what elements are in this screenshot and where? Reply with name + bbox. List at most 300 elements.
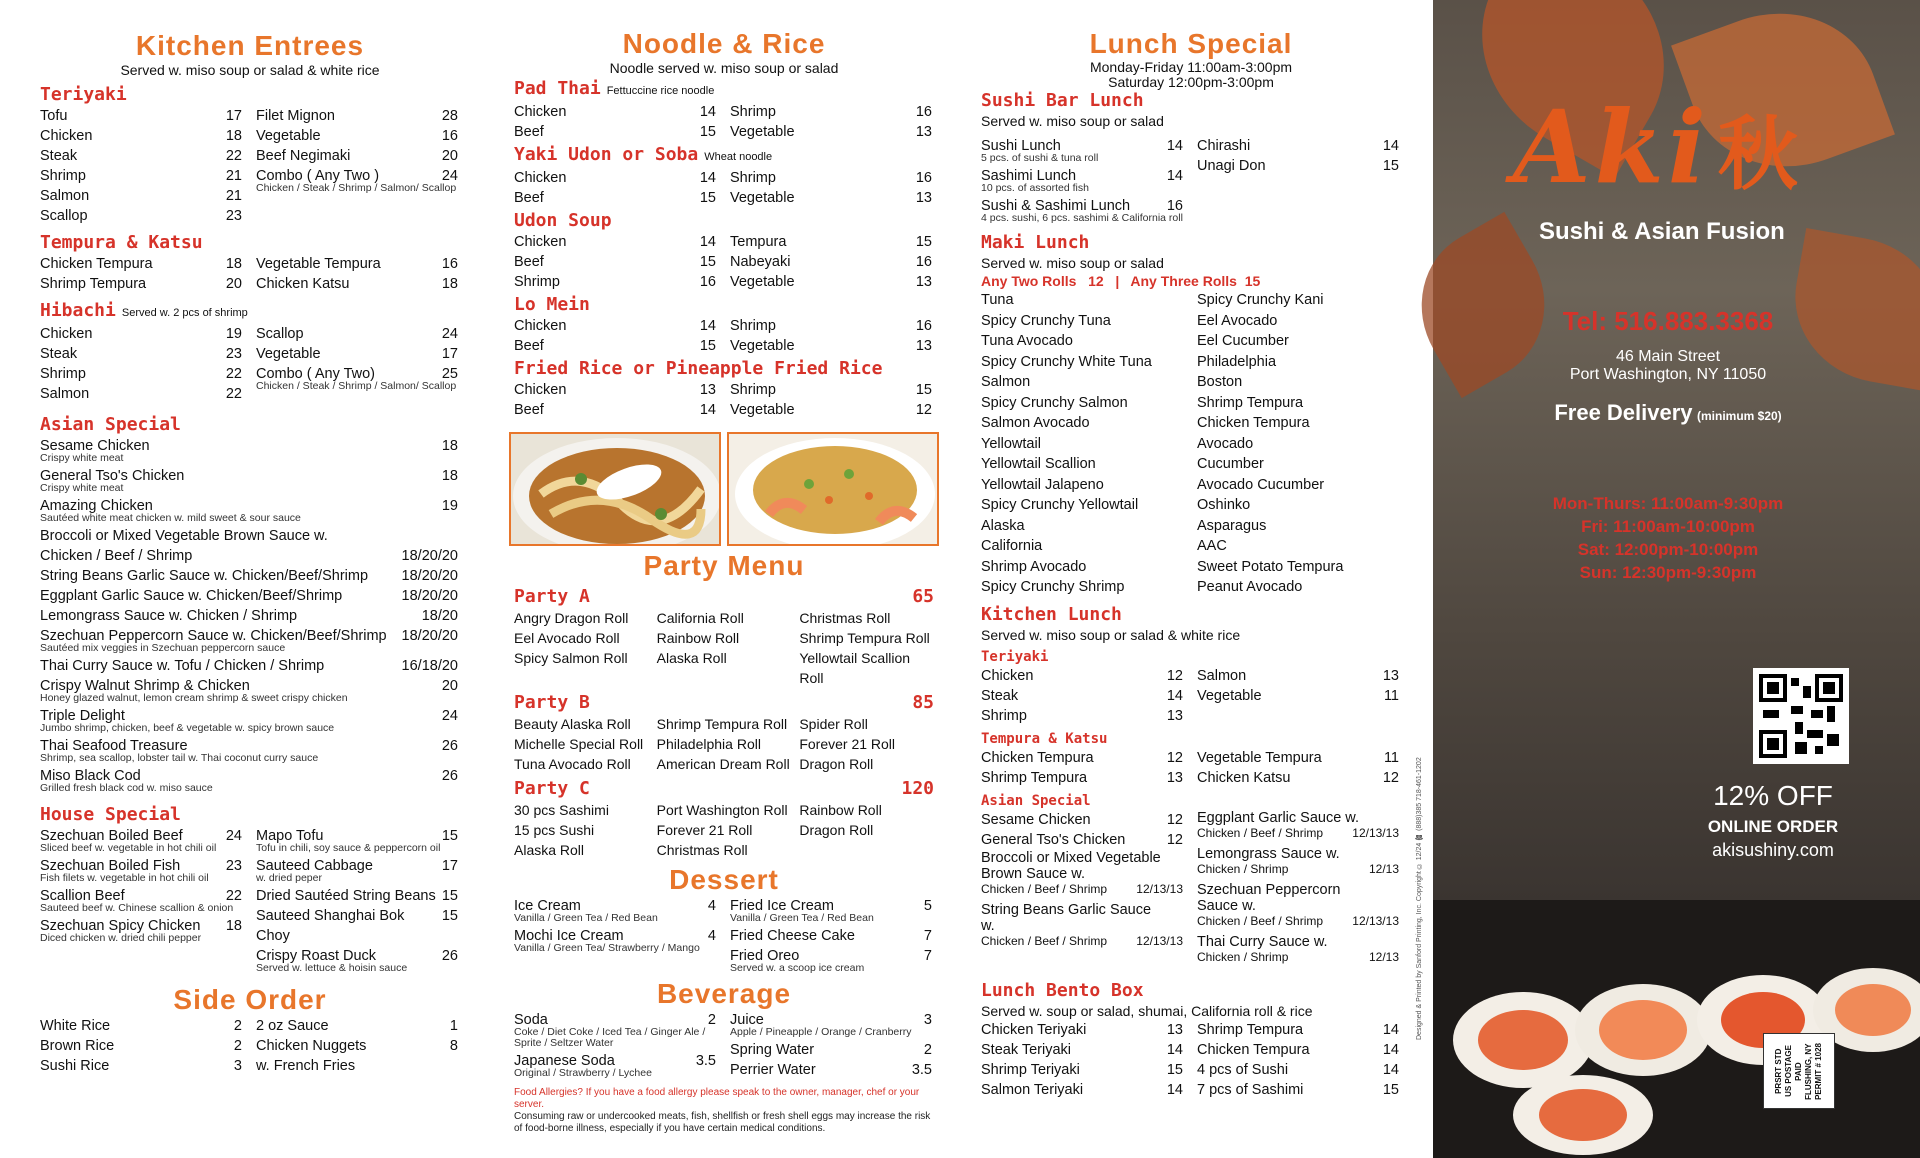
noodle-section-title: Pad Thai Fettuccine rice noodle (514, 78, 715, 99)
noodle-section-note: Wheat noodle (704, 151, 773, 163)
menu-item (1197, 810, 1401, 826)
house-special-title: House Special (40, 804, 181, 825)
fried-rice-photo (727, 432, 939, 546)
item-name: Unagi Don (1197, 158, 1266, 174)
maki-roll: Shrimp Tempura (1197, 394, 1304, 411)
menu-item (40, 766, 460, 794)
item-price: 12/13 (1368, 949, 1399, 964)
bento-note: Served w. soup or salad, shumai, California roll & rice (981, 1002, 1313, 1019)
item-name: Scallop (256, 326, 304, 342)
item-description: Original / Strawberry / Lychee (514, 1067, 652, 1079)
item-description: Apple / Pineapple / Orange / Cranberry (730, 1026, 912, 1038)
menu-item (1197, 862, 1401, 876)
menu-item (514, 102, 718, 122)
item-price: 24 (441, 168, 458, 184)
maki-roll: Yellowtail (981, 435, 1041, 452)
item-name: General Tso's Chicken (40, 468, 185, 484)
item-price: 28 (441, 108, 458, 124)
item-price: 16 (915, 170, 932, 186)
menu-item (514, 188, 718, 208)
maki-roll: Spicy Crunchy Yellowtail (981, 497, 1139, 513)
postage-text: PRSRT STD US POSTAGE PAID FLUSHING, NY PERMIT # 1028 (1774, 1042, 1823, 1100)
party-item: Shrimp Tempura Roll (656, 716, 788, 732)
sushi-bar-title: Sushi Bar Lunch (981, 90, 1144, 111)
menu-item (981, 706, 1185, 726)
menu-item (514, 252, 718, 272)
website-link[interactable]: akisushiny.com (1712, 840, 1834, 860)
hours-line: Sun: 12:30pm-9:30pm (1579, 563, 1757, 582)
party-item: California Roll (656, 610, 744, 626)
hibachi-note: Served w. 2 pcs of shrimp (121, 307, 248, 319)
menu-item (40, 146, 244, 166)
item-price (436, 526, 460, 546)
menu-item (981, 1020, 1185, 1040)
item-price (1377, 810, 1401, 826)
item-price: 3 (923, 1012, 932, 1028)
maki-roll: Yellowtail Scallion (981, 456, 1096, 472)
menu-item (256, 886, 460, 906)
menu-item (981, 666, 1185, 686)
maki-title: Maki Lunch (981, 232, 1090, 253)
party-name: Party A (514, 586, 590, 607)
item-name: Shrimp (730, 104, 776, 120)
item-name: String Beans Garlic Sauce w. (981, 901, 1152, 934)
item-name: Shrimp (730, 318, 776, 334)
item-price: 16 (441, 256, 458, 272)
item-name: Miso Black Cod (40, 768, 141, 784)
menu-item (40, 1056, 244, 1076)
menu-item (40, 186, 244, 206)
party-item: Dragon Roll (799, 822, 874, 838)
item-price: 16 (441, 128, 458, 144)
item-name: Sushi Rice (40, 1058, 110, 1074)
item-name: Sauteed Shanghai Bok Choy (256, 908, 405, 944)
menu-item (1197, 826, 1401, 840)
item-price: 14 (1382, 1021, 1399, 1038)
item-price: 17 (225, 108, 242, 124)
asian-special-title: Asian Special (40, 414, 181, 435)
item-name: Vegetable (730, 124, 795, 140)
item-price: 13 (915, 124, 932, 140)
maki-roll: Cucumber (1197, 456, 1264, 472)
item-price: 16 (915, 318, 932, 334)
item-name: Nabeyaki (730, 254, 791, 270)
maki-roll: Boston (1197, 374, 1243, 390)
item-description: 5 pcs. of sushi & tuna roll (981, 152, 1099, 164)
item-name: Beef (514, 124, 544, 140)
item-name: Chicken (981, 667, 1034, 684)
menu-item (730, 232, 934, 252)
menu-item (256, 126, 460, 146)
item-price: 23 (225, 208, 242, 224)
item-description: Chicken / Steak / Shrimp / Salmon/ Scallop (256, 380, 457, 392)
item-price: 14 (1382, 1041, 1399, 1058)
menu-item (256, 166, 460, 194)
menu-item (40, 856, 244, 884)
item-name: Chicken / Beef / Shrimp (981, 881, 1108, 896)
maki-roll: Salmon (981, 374, 1031, 390)
item-name: 4 pcs of Sushi (1197, 1061, 1289, 1078)
menu-item (40, 546, 460, 566)
menu-item (730, 926, 934, 946)
noodle-section-title: Fried Rice or Pineapple Fried Rice (514, 358, 883, 379)
hours-line: Fri: 11:00am-10:00pm (1581, 517, 1755, 536)
menu-item (981, 1040, 1185, 1060)
menu-item (40, 566, 460, 586)
menu-item (514, 232, 718, 252)
menu-item (730, 316, 934, 336)
maki-roll: California (981, 538, 1043, 554)
hibachi-title (40, 300, 460, 324)
item-price: 15 (699, 338, 716, 354)
item-price: 4 (707, 928, 716, 944)
menu-item (981, 686, 1185, 706)
menu-item (730, 102, 934, 122)
item-price: 19 (441, 498, 458, 514)
item-price: 18 (225, 256, 242, 272)
hibachi-title-text: Hibachi (40, 300, 116, 321)
menu-item (40, 736, 460, 764)
menu-item (256, 946, 460, 974)
qr-code[interactable] (1753, 668, 1849, 764)
item-price: 1 (449, 1018, 458, 1034)
item-name: Sashimi Lunch (981, 168, 1077, 184)
item-price: 18 (441, 276, 458, 292)
item-name: Shrimp (40, 366, 86, 382)
item-price: 22 (225, 888, 242, 904)
item-description: Sautéed mix veggies in Szechuan peppercorn sauce (40, 642, 286, 654)
item-price: 15 (441, 888, 458, 904)
item-description: Crispy white meat (40, 452, 124, 464)
menu-item (256, 106, 460, 126)
discount: 12% OFF (1713, 780, 1833, 811)
menu-item (514, 336, 718, 356)
kitchen-lunch-note: Served w. miso soup or salad & white rice (981, 626, 1241, 643)
item-price: 7 (923, 948, 932, 964)
party-item (799, 840, 934, 860)
party-name: Party C (514, 778, 590, 799)
item-price: 16 (1166, 198, 1183, 214)
menu-item (40, 626, 460, 654)
menu-item (730, 168, 934, 188)
side-order-title: Side Order (173, 984, 327, 1015)
item-name: 7 pcs of Sashimi (1197, 1081, 1304, 1098)
item-name: Shrimp (730, 382, 776, 398)
item-description: Fish filets w. vegetable in hot chili oil (40, 872, 209, 884)
item-price: 18/20/20 (401, 588, 458, 604)
brand-panel (1433, 0, 1920, 1158)
party-item: Spider Roll (799, 716, 868, 732)
menu-item (514, 400, 718, 420)
item-name: Shrimp (981, 707, 1027, 724)
item-price: 21 (225, 188, 242, 204)
logo-kanji: 秋 (1717, 107, 1802, 201)
item-description: Vanilla / Green Tea / Red Bean (514, 912, 658, 924)
menu-item (256, 274, 460, 294)
menu-item (1197, 136, 1401, 156)
item-price: 18/20/20 (401, 628, 458, 644)
tempura-title: Tempura & Katsu (40, 232, 203, 253)
item-name: Chicken (514, 318, 567, 334)
party-item: Michelle Special Roll (514, 736, 644, 752)
bento-title: Lunch Bento Box (981, 979, 1144, 1001)
tagline: Sushi & Asian Fusion (1539, 218, 1785, 245)
menu-item (514, 122, 718, 142)
item-name: Spring Water (730, 1042, 815, 1058)
item-name: Beef (514, 254, 544, 270)
kl-tempura-title: Tempura & Katsu (981, 730, 1108, 747)
item-price: 17 (441, 858, 458, 874)
menu-item (981, 850, 1185, 882)
item-name: Ice Cream (514, 898, 581, 914)
item-description: Chicken / Steak / Shrimp / Salmon/ Scallop (256, 182, 457, 194)
party-item: Philadelphia Roll (656, 736, 761, 752)
item-name: Vegetable Tempura (1197, 749, 1322, 766)
item-name: 2 oz Sauce (256, 1018, 329, 1034)
item-name: Crispy Walnut Shrimp & Chicken (40, 678, 250, 694)
menu-item (40, 364, 244, 384)
item-price: 13 (1166, 769, 1183, 786)
item-price: 18 (225, 918, 242, 934)
party-item: Eel Avocado Roll (514, 630, 620, 646)
party-item: Yellowtail Scallion Roll (799, 650, 911, 686)
maki-roll: Spicy Crunchy White Tuna (981, 353, 1152, 370)
item-name: Combo ( Any Two ) (256, 168, 380, 184)
item-name: Szechuan Peppercorn Sauce w. Chicken/Beef/Shrimp (40, 628, 387, 644)
menu-item (981, 748, 1185, 768)
maki-roll: Spicy Crunchy Tuna (981, 312, 1111, 329)
item-name: Beef (514, 402, 544, 418)
item-price: 3 (233, 1058, 242, 1074)
menu-item (1197, 156, 1401, 176)
hours-line: Sat: 12:00pm-10:00pm (1577, 540, 1759, 559)
item-price: 15 (915, 382, 932, 398)
item-price: 26 (441, 948, 458, 964)
item-price: 12 (1166, 749, 1183, 766)
maki-roll: Spicy Crunchy Kani (1197, 292, 1324, 308)
maki-roll: AAC (1197, 538, 1227, 554)
item-description: Honey glazed walnut, lemon cream shrimp & sweet crispy chicken (40, 692, 348, 704)
item-price: 12/13/13 (1136, 933, 1183, 948)
item-price: 13 (915, 274, 932, 290)
party-item: Christmas Roll (799, 610, 891, 626)
party-header (514, 692, 934, 714)
maki-roll: Salmon Avocado (981, 415, 1090, 431)
item-name: Fried Cheese Cake (730, 928, 855, 944)
item-name: Scallion Beef (40, 888, 125, 904)
menu-item (40, 826, 244, 854)
menu-item (1197, 950, 1401, 964)
menu-item (256, 1016, 460, 1036)
item-price: 14 (699, 170, 716, 186)
party-item: Beauty Alaska Roll (514, 716, 631, 732)
menu-item (730, 946, 934, 974)
item-name: Tofu (40, 108, 68, 124)
item-price: 2 (923, 1042, 932, 1058)
item-price: 23 (225, 858, 242, 874)
party-price: 120 (901, 778, 934, 799)
maki-roll: Philadelphia (1197, 353, 1277, 370)
maki-roll: Yellowtail Jalapeno (981, 476, 1104, 493)
item-name: Salmon (40, 386, 90, 402)
item-name: Vegetable (730, 274, 795, 290)
menu-item (730, 252, 934, 272)
menu-item (730, 188, 934, 208)
kitchen-entrees-subtitle: Served w. miso soup or salad & white rice (120, 62, 380, 78)
menu-item (40, 706, 460, 734)
item-price: 18/20/20 (401, 548, 458, 564)
item-description: Sauteed beef w. Chinese scallion & onion (40, 902, 234, 914)
item-price: 13 (915, 338, 932, 354)
menu-item (256, 906, 460, 946)
menu-item (1197, 1060, 1401, 1080)
item-name: Vegetable Tempura (256, 256, 381, 272)
item-price: 15 (1382, 158, 1399, 174)
item-price: 23 (225, 346, 242, 362)
maki-roll: Spicy Crunchy Shrimp (981, 579, 1125, 595)
item-name: Chicken Nuggets w. French Fries (256, 1038, 367, 1074)
menu-item (514, 926, 718, 954)
item-name: Vegetable (1197, 687, 1262, 704)
menu-item (514, 168, 718, 188)
menu-item (1197, 686, 1401, 706)
menu-item (1197, 666, 1401, 686)
item-price: 5 (923, 898, 932, 914)
item-name: Szechuan Boiled Beef (40, 828, 183, 844)
address-line-1: 46 Main Street (1615, 348, 1721, 365)
item-price: 18 (441, 468, 458, 484)
item-price: 18 (225, 128, 242, 144)
item-name: Shrimp Tempura (981, 769, 1088, 786)
item-name: Szechuan Boiled Fish (40, 858, 181, 874)
menu-item (981, 1080, 1185, 1100)
item-name: Vegetable (730, 190, 795, 206)
column-noodle (514, 0, 934, 420)
item-price: 14 (699, 104, 716, 120)
party-item: Christmas Roll (656, 842, 748, 858)
party-header (514, 586, 934, 608)
item-price: 18/20/20 (401, 568, 458, 584)
item-name: Broccoli or Mixed Vegetable Brown Sauce w. (981, 849, 1161, 882)
item-price: 22 (225, 386, 242, 402)
item-name: String Beans Garlic Sauce w. Chicken/Beef/Shrimp (40, 568, 369, 584)
phone: Tel: 516.883.3368 (1562, 306, 1774, 336)
item-name: Crispy Roast Duck (256, 948, 377, 964)
item-name: Chirashi (1197, 138, 1251, 154)
noodle-section-title: Lo Mein (514, 294, 590, 315)
udon-soup-photo (509, 432, 721, 546)
menu-item (981, 934, 1185, 948)
item-price: 3.5 (695, 1053, 716, 1069)
item-description: 10 pcs. of assorted fish (981, 182, 1089, 194)
item-description: Jumbo shrimp, chicken, beef & vegetable w. spicy brown sauce (40, 722, 335, 734)
item-name: Szechuan Spicy Chicken (40, 918, 201, 934)
item-price: 13 (915, 190, 932, 206)
party-menu-title: Party Menu (643, 550, 805, 581)
item-name: Chicken (514, 170, 567, 186)
item-price: 18/20 (421, 608, 458, 624)
maki-note: Served w. miso soup or salad (981, 255, 1164, 271)
maki-roll: Tuna (981, 292, 1014, 308)
item-price (1377, 934, 1401, 950)
party-item: Tuna Avocado Roll (514, 756, 631, 772)
item-price: 12 (1166, 811, 1183, 828)
item-description: 4 pcs. sushi, 6 pcs. sashimi & California roll (981, 212, 1183, 224)
item-name: Lemongrass Sauce w. (1197, 845, 1340, 862)
party-header (514, 778, 934, 800)
item-name: Chicken / Shrimp (1197, 949, 1289, 964)
item-price: 12/13/13 (1352, 913, 1399, 928)
item-name: Eggplant Garlic Sauce w. Chicken/Beef/Shrimp (40, 588, 343, 604)
allergy-red: Food Allergies? If you have a food allergy please speak to the owner, manager, chef or your server. (514, 1087, 920, 1110)
menu-item (40, 126, 244, 146)
item-name: Salmon (40, 188, 90, 204)
menu-item (1197, 768, 1401, 788)
menu-item (40, 526, 460, 546)
item-name: Chicken (40, 326, 93, 342)
item-price: 24 (225, 828, 242, 844)
item-name: Shrimp Teriyaki (981, 1061, 1080, 1078)
item-name: Broccoli or Mixed Vegetable Brown Sauce w. (40, 528, 328, 544)
menu-item (40, 656, 460, 676)
party-item: American Dream Roll (656, 756, 790, 772)
item-name: Sesame Chicken (981, 811, 1091, 828)
party-item: 30 pcs Sashimi (514, 802, 609, 818)
menu-item (981, 810, 1185, 830)
item-price: 14 (1166, 138, 1183, 154)
column-party (514, 550, 934, 1135)
item-price: 14 (1166, 687, 1183, 704)
item-name: Soda (514, 1012, 548, 1028)
maki-roll: Spicy Crunchy Salmon (981, 394, 1128, 411)
lunch-hours-1: Monday-Friday 11:00am-3:00pm (1089, 59, 1293, 75)
menu-item (40, 916, 244, 944)
menu-item (40, 1036, 244, 1056)
address-line-2: Port Washington, NY 11050 (1569, 366, 1767, 383)
item-price: 20 (441, 148, 458, 164)
item-price: 16 (915, 254, 932, 270)
item-name: Mochi Ice Cream (514, 928, 624, 944)
item-name: Vegetable (256, 128, 321, 144)
column-kitchen (40, 0, 460, 1076)
party-item: 15 pcs Sushi (514, 822, 595, 838)
menu-item (1197, 914, 1401, 928)
party-name: Party B (514, 692, 590, 713)
menu-item (730, 1040, 934, 1060)
menu-item (40, 344, 244, 364)
item-description: Sautéed white meat chicken w. mild sweet & sour sauce (40, 512, 301, 524)
item-name: Chicken (514, 104, 567, 120)
item-price: 13 (1166, 1021, 1183, 1038)
menu-item (730, 400, 934, 420)
party-item: Alaska Roll (656, 650, 727, 666)
item-name: Triple Delight (40, 708, 125, 724)
party-item: Forever 21 Roll (656, 822, 753, 838)
item-price: 4 (707, 898, 716, 914)
maki-roll: Alaska (981, 517, 1025, 534)
menu-item (514, 316, 718, 336)
item-name: Salmon Teriyaki (981, 1081, 1084, 1098)
menu-item (256, 324, 460, 344)
menu-item (256, 826, 460, 854)
item-price: 12 (1166, 667, 1183, 684)
menu-item (981, 1060, 1185, 1080)
allergy-black: Consuming raw or undercooked meats, fish, shellfish or fresh shell eggs may increase the risk of food-borne illness, especially if you have certain medical conditions. (514, 1111, 931, 1134)
party-item: Spicy Salmon Roll (514, 650, 628, 666)
item-name: Chicken (40, 128, 93, 144)
item-name: Shrimp (40, 168, 86, 184)
item-name: Fried Oreo (730, 948, 800, 964)
